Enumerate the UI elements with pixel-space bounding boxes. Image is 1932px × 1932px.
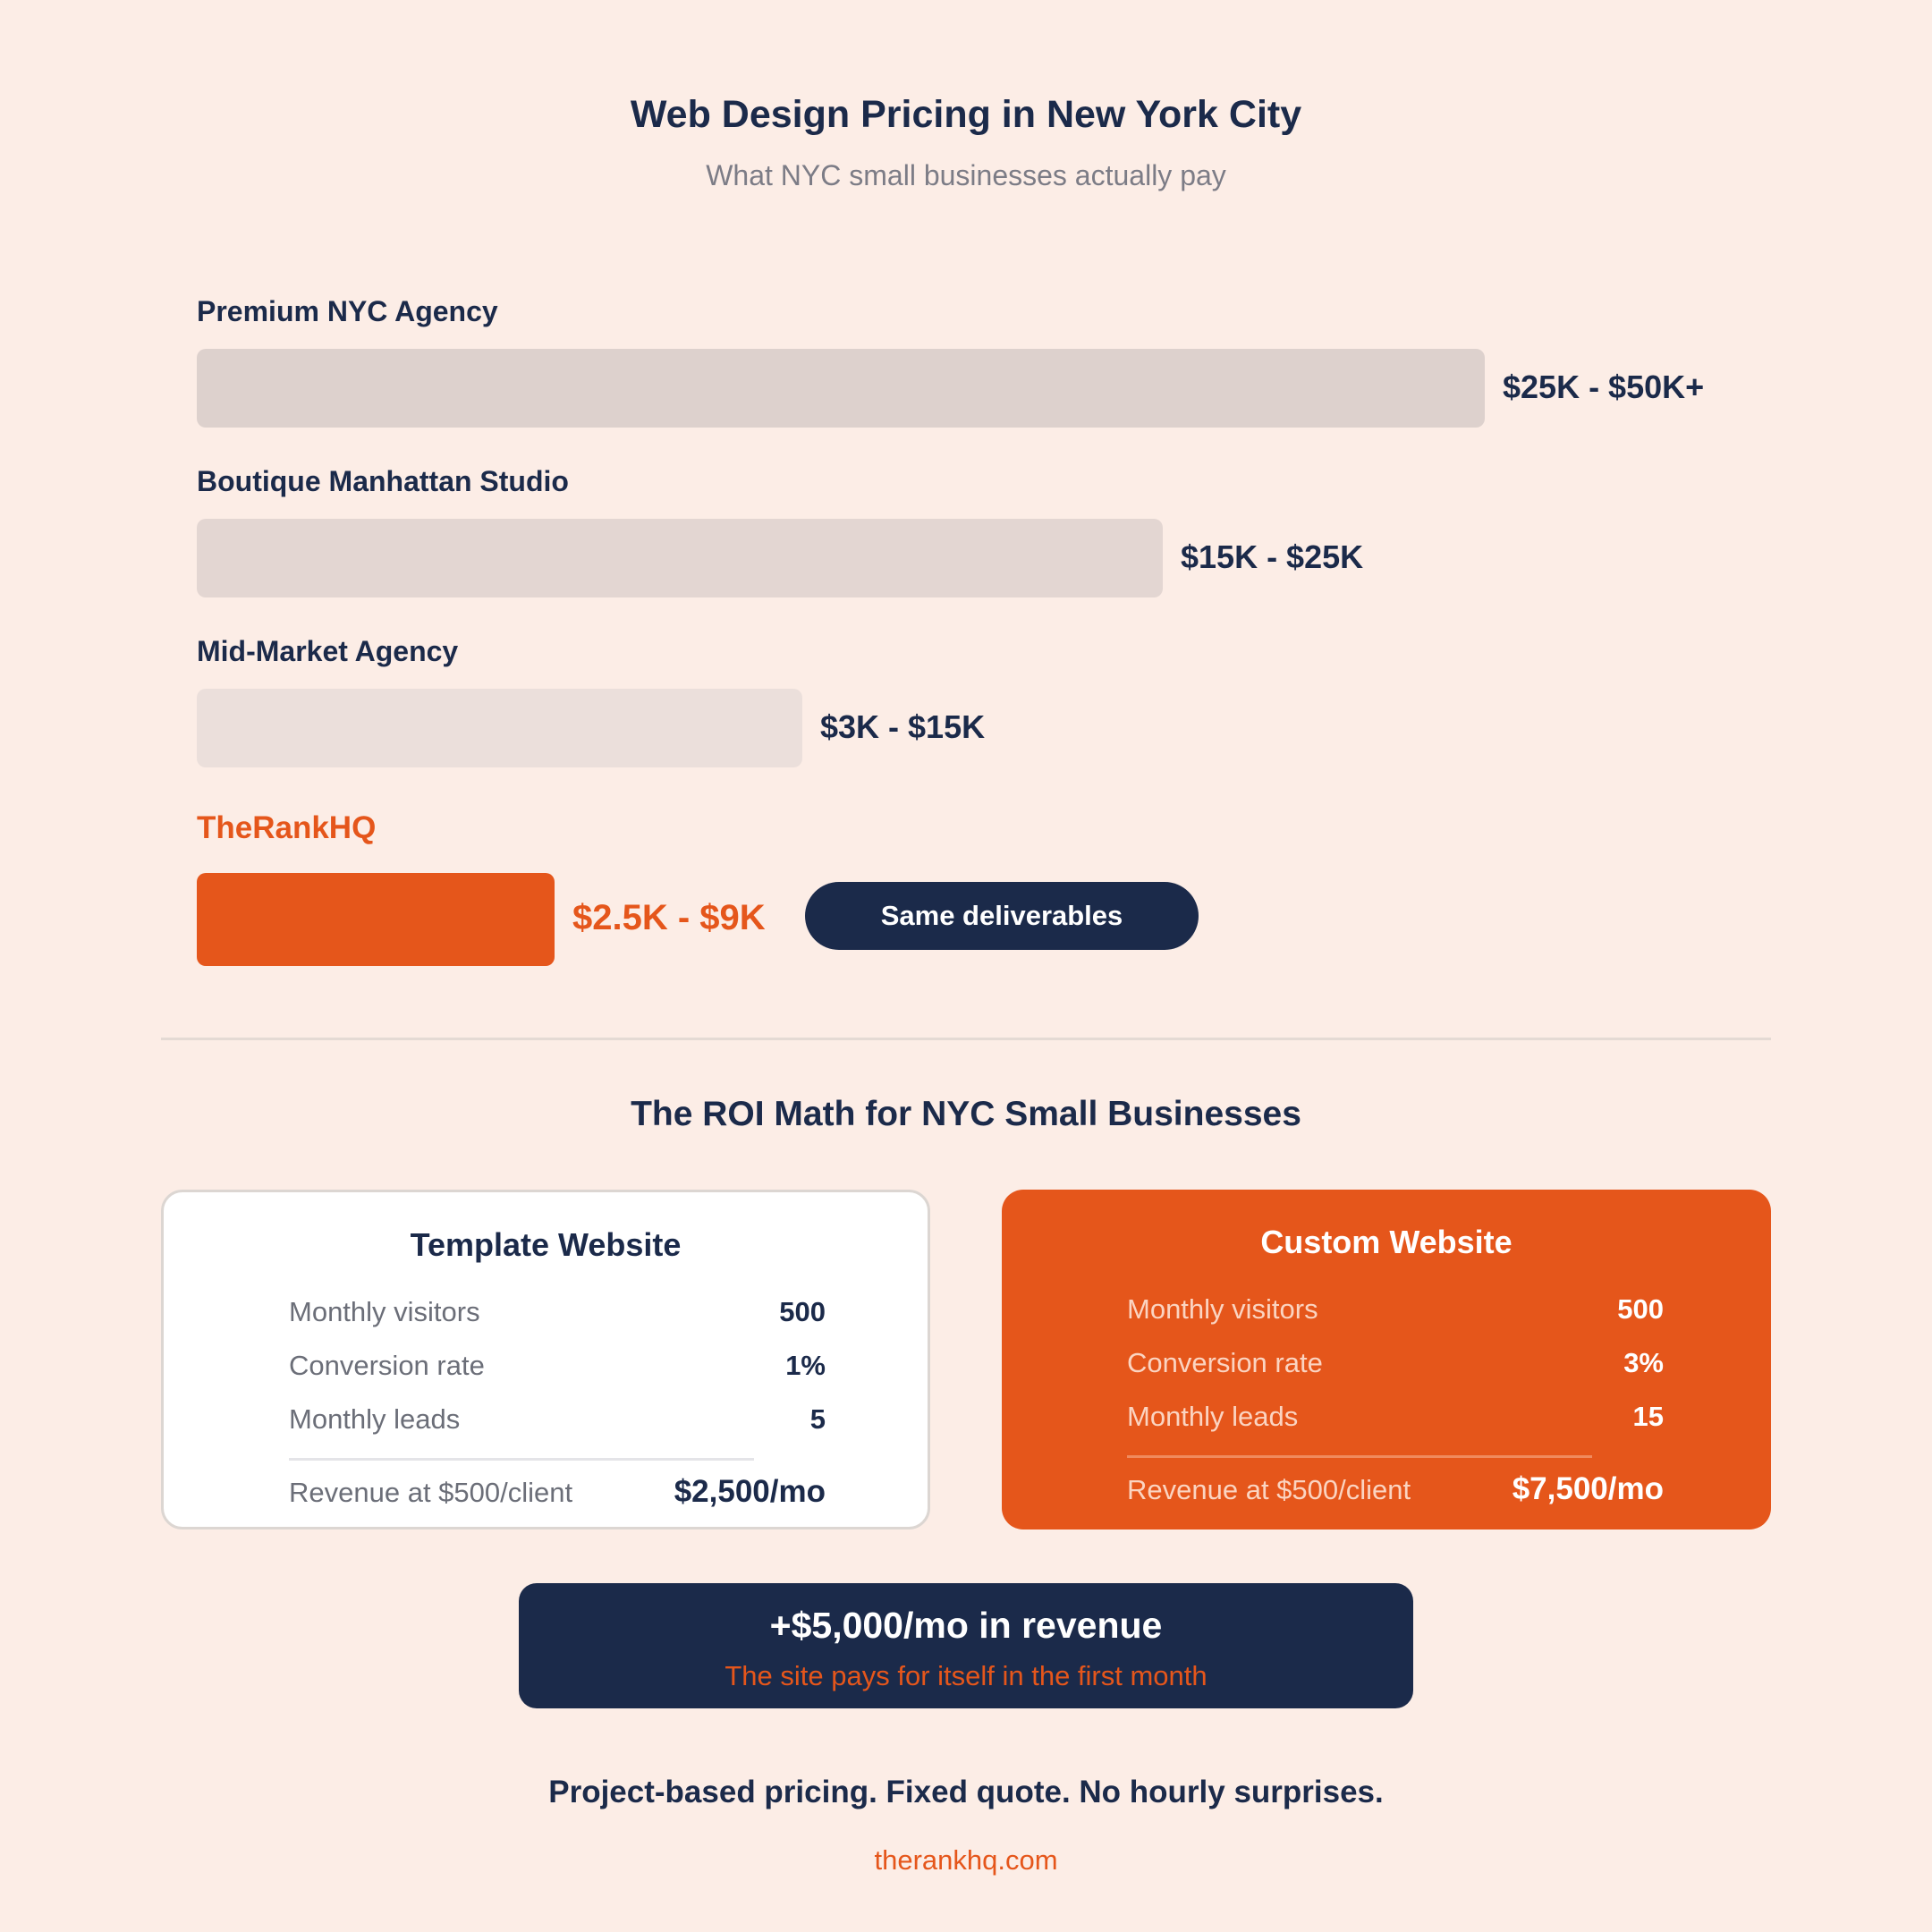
template-card-title: Template Website	[410, 1226, 682, 1263]
custom-website-card	[1002, 1190, 1771, 1530]
revenue-label: Revenue at $500/client	[289, 1477, 573, 1508]
bar-label-therankhq: TheRankHQ	[197, 810, 377, 845]
page-title: Web Design Pricing in New York City	[630, 93, 1302, 136]
bar-value-mid-market-agency: $3K - $15K	[820, 708, 986, 745]
row-value: 500	[1617, 1293, 1664, 1325]
footer-tagline: Project-based pricing. Fixed quote. No hourly surprises.	[548, 1775, 1384, 1809]
template-website-card	[161, 1190, 930, 1530]
template-row-revenue	[289, 1474, 826, 1513]
custom-card-title: Custom Website	[1260, 1224, 1513, 1260]
same-deliverables-badge: Same deliverables	[805, 882, 1199, 950]
custom-row-revenue	[1127, 1471, 1664, 1510]
bar-label-premium-nyc-agency: Premium NYC Agency	[197, 295, 498, 327]
row-value: 5	[809, 1403, 826, 1435]
revenue-summary-banner	[519, 1583, 1413, 1708]
row-value: 1%	[785, 1350, 826, 1381]
row-label: Monthly leads	[289, 1403, 461, 1435]
custom-row-visitors	[1127, 1293, 1664, 1329]
row-label: Monthly visitors	[289, 1296, 480, 1327]
row-value: 500	[779, 1296, 826, 1327]
row-value: 15	[1632, 1401, 1664, 1432]
custom-row-leads	[1127, 1401, 1664, 1436]
roi-section-title: The ROI Math for NYC Small Businesses	[631, 1095, 1301, 1133]
bar-mid-market-agency	[197, 689, 802, 767]
template-row-visitors	[289, 1296, 826, 1332]
bar-value-therankhq: $2.5K - $9K	[572, 898, 766, 937]
footer-url[interactable]: therankhq.com	[874, 1844, 1058, 1876]
bar-therankhq	[197, 873, 555, 966]
revenue-value: $2,500/mo	[674, 1474, 826, 1509]
template-row-conversion	[289, 1350, 826, 1385]
row-value: 3%	[1623, 1347, 1664, 1378]
summary-subtext: The site pays for itself in the first month	[724, 1660, 1208, 1691]
section-divider	[161, 1038, 1771, 1040]
row-label: Monthly visitors	[1127, 1293, 1318, 1325]
bar-value-boutique-manhattan-studio: $15K - $25K	[1181, 538, 1364, 575]
bar-label-mid-market-agency: Mid-Market Agency	[197, 635, 459, 667]
revenue-label: Revenue at $500/client	[1127, 1474, 1411, 1505]
revenue-value: $7,500/mo	[1512, 1471, 1664, 1506]
bar-label-boutique-manhattan-studio: Boutique Manhattan Studio	[197, 465, 569, 497]
template-row-leads	[289, 1403, 826, 1439]
bar-value-premium-nyc-agency: $25K - $50K+	[1503, 369, 1705, 405]
page-subtitle: What NYC small businesses actually pay	[706, 159, 1226, 191]
row-label: Conversion rate	[1127, 1347, 1323, 1378]
custom-card-separator	[1127, 1455, 1592, 1458]
summary-headline: +$5,000/mo in revenue	[769, 1605, 1163, 1646]
row-label: Conversion rate	[289, 1350, 485, 1381]
bar-boutique-manhattan-studio	[197, 519, 1163, 597]
custom-row-conversion	[1127, 1347, 1664, 1383]
template-card-separator	[289, 1458, 754, 1461]
bar-premium-nyc-agency	[197, 349, 1485, 428]
row-label: Monthly leads	[1127, 1401, 1299, 1432]
